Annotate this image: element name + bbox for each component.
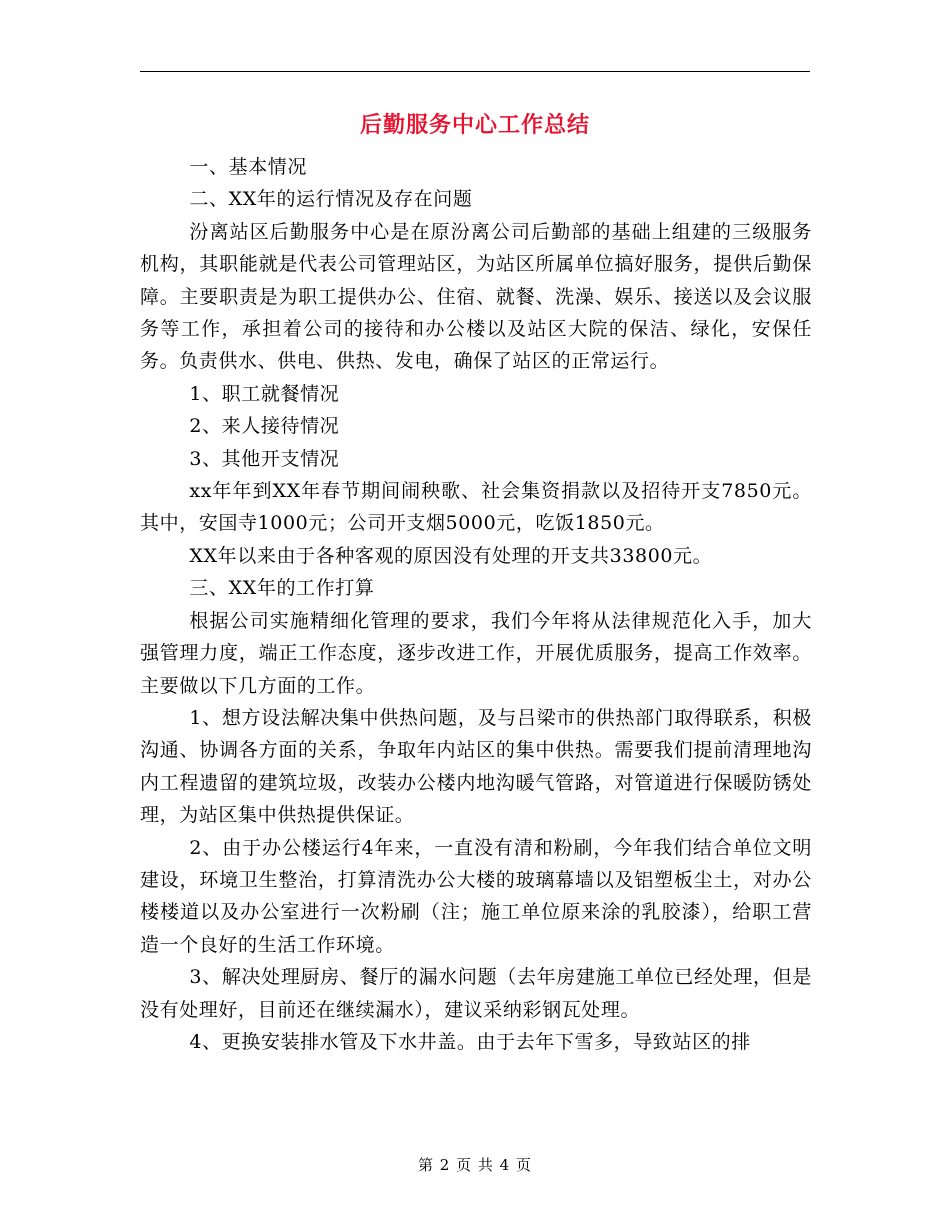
paragraph: 4、更换安装排水管及下水井盖。由于去年下雪多，导致站区的排 bbox=[189, 1030, 751, 1053]
document-title: 后勤服务中心工作总结 bbox=[359, 113, 590, 138]
page-footer bbox=[0, 1154, 950, 1175]
paragraph: 3、解决处理厨房、餐厅的漏水问题（去年房建施工单位已经处理，但是没有处理好，目前还在继续漏水），建议采纳彩钢瓦处理。 bbox=[140, 966, 812, 1021]
paragraph: 汾离站区后勤服务中心是在原汾离公司后勤部的基础上组建的三级服务机构，其职能就是代表公司管理站区，为站区所属单位搞好服务，提供后勤保障。主要职责是为职工提供办公、住宿、就餐、洗澡、娱乐、接送以及会议服务等工作，承担着公司的接待和办公楼以及站区大院的保洁、绿化，安保任务。负责供水、供电、供热、发电，确保了站区的正常运行。 bbox=[140, 220, 812, 373]
paragraph: XX年以来由于各种客观的原因没有处理的开支共33800元。 bbox=[189, 544, 713, 567]
paragraph: xx年年到XX年春节期间闹秧歌、社会集资捐款以及招待开支7850元。其中，安国寺1000元；公司开支烟5000元，吃饭1850元。 bbox=[140, 480, 812, 535]
document-body bbox=[140, 151, 812, 1058]
paragraph: 二、XX年的运行情况及存在问题 bbox=[189, 188, 473, 211]
paragraph: 3、其他开支情况 bbox=[189, 447, 340, 470]
paragraph: 一、基本情况 bbox=[189, 156, 307, 178]
page-number: 第 2 页 共 4 页 bbox=[418, 1156, 532, 1174]
paragraph: 根据公司实施精细化管理的要求，我们今年将从法律规范化入手，加大强管理力度，端正工作态度，逐步改进工作，开展优质服务，提高工作效率。主要做以下几方面的工作。 bbox=[140, 609, 812, 697]
paragraph: 2、由于办公楼运行4年来，一直没有清和粉刷，今年我们结合单位文明建设，环境卫生整治，打算清洗办公大楼的玻璃幕墙以及铝塑板尘土，对办公楼楼道以及办公室进行一次粉刷（注；施工单位原来涂的乳胶漆），给职工营造一个良好的生活工作环境。 bbox=[140, 836, 812, 956]
paragraph: 1、想方设法解决集中供热问题，及与吕梁市的供热部门取得联系，积极沟通、协调各方面的关系，争取年内站区的集中供热。需要我们提前清理地沟内工程遗留的建筑垃圾，改装办公楼内地沟暖气管路，对管道进行保暖防锈处理，为站区集中供热提供保证。 bbox=[140, 706, 812, 827]
paragraph: 2、来人接待情况 bbox=[189, 415, 340, 438]
header-rule bbox=[140, 71, 810, 72]
paragraph: 1、职工就餐情况 bbox=[189, 382, 340, 405]
paragraph: 三、XX年的工作打算 bbox=[189, 577, 375, 600]
